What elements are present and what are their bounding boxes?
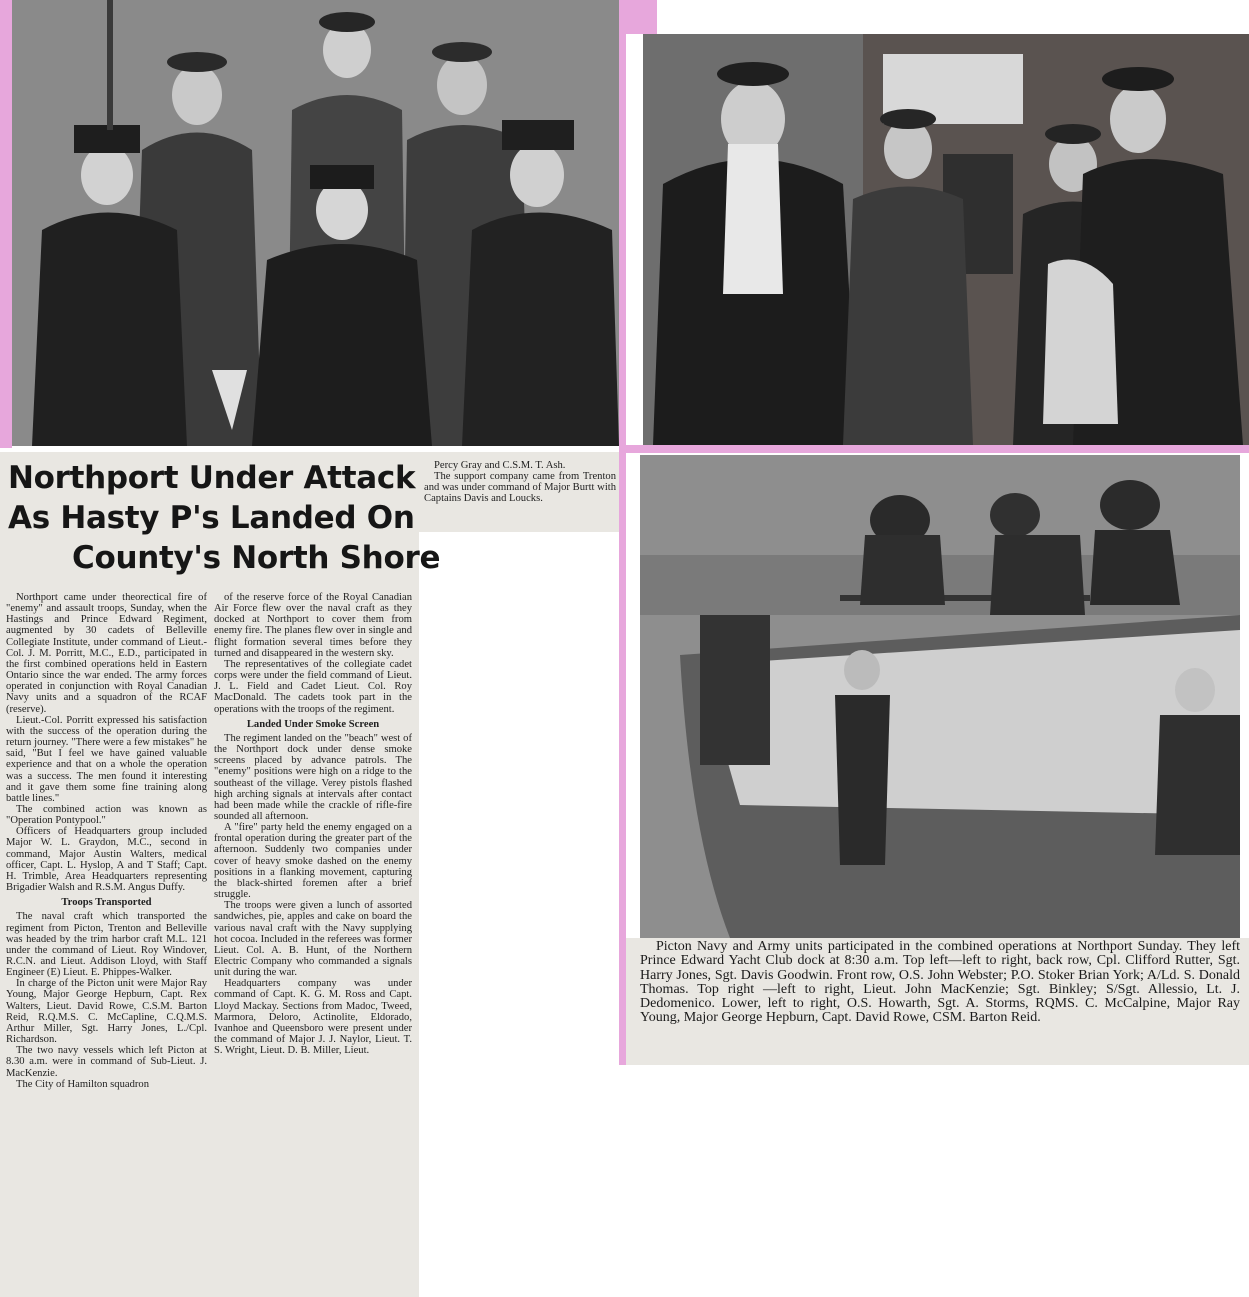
col2-paragraph: The representatives of the collegiate cadet corps were under the field command of Lieut. J. L. Field and Cadet Lieut. Col. Roy MacDonald. The cadets took part in the operations with the troops of the regiment. [214, 658, 412, 715]
photo-caption [640, 940, 1240, 1026]
col2-paragraph: of the reserve force of the Royal Canadian Air Force flew over the naval craft as they docked at Northport to cover them from enemy fire. The planes flew over in single and flight formation several times before they turned and disappeared in the western sky. [214, 592, 412, 659]
col1-paragraph: In charge of the Picton unit were Major Ray Young, Major George Hepburn, Capt. Rex Walters, Lieut. David Rowe, C.S.M. Barton Reid, R.Q.M.S. C. McCapline, C.Q.M.S. Arthur Miller, Sgt. Harry Jones, L./Cpl. Richardson. [6, 978, 207, 1046]
article-column-2 [214, 592, 412, 1292]
col2-paragraph: Headquarters company was under command of Capt. K. G. M. Ross and Capt. Lloyd Mackay. Sections from Madoc, Tweed, Marmora, Deloro, Actinolite, Eldorado, Ivanhoe and Queensboro were present under the command of Major J. J. Naylor, Lieut. T. S. Wright, Lieut. D. B. Miller, Lieut. [214, 978, 412, 1057]
photo-top-left-group [12, 0, 619, 446]
headline-line-2: As Hasty P's Landed On [8, 500, 415, 536]
photo-top-left-figures [12, 0, 619, 446]
photo-top-right-figures [643, 34, 1249, 445]
article-column-3 [424, 460, 616, 530]
col3-paragraph: Percy Gray and C.S.M. T. Ash. [434, 460, 566, 471]
pink-tape-top-right [626, 0, 657, 34]
col1-paragraph: Officers of Headquarters group included Major W. L. Graydon, M.C., second in command, Major Austin Walters, medical officer, Capt. L. Hyslop, A and T Staff; Capt. H. Trimble, Area Headquarters representing Brigadier Walsh and R.S.M. Angus Duffy. [6, 826, 207, 894]
pink-tape-left [0, 0, 12, 448]
col1-paragraph: The City of Hamilton squadron [16, 1078, 149, 1090]
col2-paragraph: The regiment landed on the "beach" west of the Northport dock under dense smoke screens placed by advance patrols. The "enemy" positions were high on a ridge to the southeast of the village. Verey pistols flashed high arching signals at intervals after contact had been made while the crackle of rifle-fire sounded all afternoon. [214, 732, 412, 822]
col1-paragraph: Northport came under theorectical fire of "enemy" and assault troops, Sunday, when the Hastings and Prince Edward Regiment, augmented by 30 cadets of Belleville Collegiate Institute, under command of Lieut.-Col. J. M. Porritt, M.C., E.D., participated in the first combined operations held in Eastern Ontario since the war ended. The army forces operated in conjunction with Royal Canadian Navy units and a squadron of the RCAF (reserve). [6, 592, 207, 715]
col1-subhead: Troops Transported [61, 897, 152, 909]
headline-line-1: Northport Under Attack [8, 460, 416, 496]
photo-lower-boat [640, 455, 1240, 938]
col2-subhead: Landed Under Smoke Screen [246, 718, 380, 730]
pink-tape-center [619, 0, 626, 1065]
col2-paragraph: The troops were given a lunch of assorted sandwiches, pie, apples and cake on board the various naval craft with the Navy supplying hot cocoa. Included in the referees was former Lieut. Col. A. B. Hunt, of the Northern Electric Company who commanded a signals unit during the war. [214, 900, 412, 979]
photo-lower-boat-scene [640, 455, 1240, 938]
col3-paragraph: The support company came from Trenton and was under command of Major Burtt with Captains Davis and Loucks. [424, 471, 616, 505]
article-headline [8, 458, 441, 578]
col2-paragraph: A "fire" party held the enemy engaged on a frontal operation during the greater part of the afternoon. Suddenly two companies under cover of heavy smoke dashed on the enemy positions in a flanking movement, capturing the black-shirted foremen after a brief struggle. [214, 822, 412, 901]
article-column-1 [6, 592, 207, 1292]
photo-caption-text: Picton Navy and Army units participated in the combined operations at Northport Sunday. They left Prince Edward Yacht Club dock at 8:30 a.m. Top left—left to right, back row, Cpl. Clifford Rutter, Sgt. Harry Jones, Sgt. Davis Goodwin. Front row, O.S. John Webster; P.O. Stoker Brian York; A/Ld. S. Donald Thomas. Top right —left to right, Lieut. John MacKenzie; Sgt. Binkley; S/Sgt. Allessio, Lt. J. Dedomenico. Lower, left to right, O.S. Howarth, Sgt. A. Storms, RQMS. C. McCalpine, Major Ray Young, Major George Hepburn, Capt. David Rowe, CSM. Barton Reid. [640, 939, 1240, 1026]
col1-paragraph: The combined action was known as "Operation Pontypool." [6, 803, 207, 827]
col1-paragraph: The naval craft which transported the regiment from Picton, Trenton and Belleville was headed by the trim harbor craft M.L. 121 under the command of Lieut. Roy Windover, R.C.N. and Lieut. Addison Lloyd, with Staff Engineer (E) Lieut. E. Phippes-Walker. [6, 911, 207, 979]
col1-paragraph: Lieut.-Col. Porritt expressed his satisfaction with the success of the operation during the return journey. "There were a few mistakes" he said, "But I feel we have gained valuable experience and that on a whole the operation was a success. The men found it interesting and it gave them some fine training along battle lines." [6, 714, 207, 804]
pink-tape-divider [626, 445, 1249, 453]
headline-line-3: County's North Shore [72, 540, 441, 576]
col1-paragraph: The two navy vessels which left Picton at 8.30 a.m. were in command of Sub-Lieut. J. MacKenzie. [6, 1045, 207, 1079]
photo-top-right-officers [643, 34, 1249, 445]
